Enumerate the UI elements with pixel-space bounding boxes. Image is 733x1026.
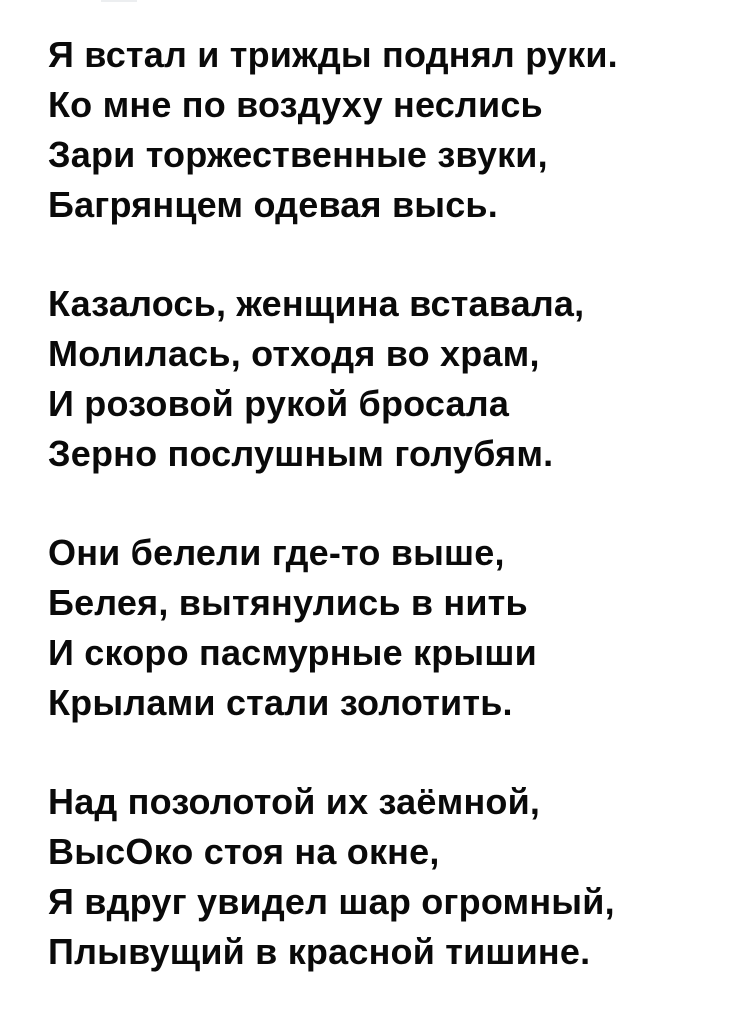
poem-line: Ко мне по воздуху неслись — [48, 84, 543, 125]
poem-line: Зерно послушным голубям. — [48, 433, 554, 474]
poem-stanza-3 — [48, 528, 733, 728]
poem-text — [48, 30, 733, 1026]
scan-artifact — [101, 0, 137, 2]
poem-stanza-4 — [48, 777, 733, 977]
poem-line: Крылами стали золотить. — [48, 682, 513, 723]
poem-line: Я вдруг увидел шар огромный, — [48, 881, 615, 922]
poem-line: Плывущий в красной тишине. — [48, 931, 591, 972]
poem-line: И скоро пасмурные крыши — [48, 632, 537, 673]
poem-line: И розовой рукой бросала — [48, 383, 510, 424]
poem-line: Зари торжественные звуки, — [48, 134, 548, 175]
poem-stanza-2 — [48, 279, 733, 479]
poem-line: ВысОко стоя на окне, — [48, 831, 440, 872]
poem-line: Молилась, отходя во храм, — [48, 333, 540, 374]
poem-line: Белея, вытянулись в нить — [48, 582, 528, 623]
poem-line: Казалось, женщина вставала, — [48, 283, 585, 324]
poem-line: Они белели где-то выше, — [48, 532, 505, 573]
poem-stanza-1 — [48, 30, 733, 230]
poem-line: Над позолотой их заёмной, — [48, 781, 541, 822]
poem-line: Багрянцем одевая высь. — [48, 184, 498, 225]
poem-line: Я встал и трижды поднял руки. — [48, 34, 618, 75]
